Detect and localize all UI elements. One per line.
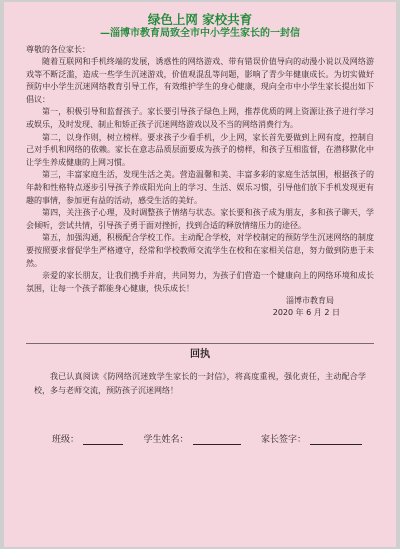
paragraph-fifth: 第五，加强沟通，积极配合学校工作。主动配合学校，对学校制定的预防学生沉迷网络的制度要按照要求督促学生严格遵守，经常和学校教师交流学生在校和在家相关信息，努力做到防患于未然。: [26, 233, 374, 268]
signature: 淄博市教育局: [286, 296, 334, 306]
paragraph-intro: 随着互联网和手机终端的发展，诱惑性的网络游戏、带有错误价值导向的动漫小说以及网络游戏等不断泛滥，造成一些学生沉迷游戏，价值观混乱等问题，影响了青少年健康成长。为切实做好预防中小学生沉迷网络教育引导工作，有效维护学生的身心健康，现向全市中小学生家长提出如下倡议：: [26, 57, 374, 104]
class-label: 班级：: [52, 435, 80, 446]
letter-date: 2020 年 6 月 2 日: [272, 308, 340, 318]
student-name-field: [143, 432, 240, 445]
paragraph-third: 第三，丰富家庭生活，发现生活之美。营造温馨和美、丰富多彩的家庭生活氛围，根据孩子的年龄和性格特点逐步引导孩子养成阳光向上的学习、生活、娱乐习惯，引导他们放下手机发现更有趣的事情，参加更有益的活动，感受生活的美好。: [26, 170, 374, 205]
student-name-label: 学生姓名：: [143, 435, 189, 446]
paragraph-second: 第二，以身作则，树立榜样。要求孩子少看手机，少上网，家长首先要做到上网有度，控制自己对手机和网络的依赖。家长在意志品质层面要成为孩子的榜样，和孩子互相监督，在潜移默化中让学生养成健康的上网习惯。: [26, 132, 374, 167]
letter-sheet: [4, 2, 396, 547]
letter-subtitle: —淄博市教育局致全市中小学生家长的一封信: [100, 28, 300, 39]
paragraph-first: 第一，积极引导和监督孩子。家长要引导孩子绿色上网，推荐优质的网上资源让孩子进行学习或娱乐，及时发现、制止和矫正孩子沉迷网络游戏以及不当的网络消费行为。: [26, 107, 374, 129]
class-input-line[interactable]: [83, 434, 123, 445]
paragraph-closing: 亲爱的家长朋友，让我们携手并肩，共同努力，为孩子们营造一个健康向上的网络环境和成长氛围，让每一个孩子都能身心健康，快乐成长！: [26, 271, 374, 293]
parent-signature-field: [261, 432, 362, 445]
salutation: 尊敬的各位家长：: [26, 45, 90, 54]
receipt-fields: [52, 432, 362, 445]
letter-title: 绿色上网 家校共育: [147, 12, 253, 27]
parent-signature-label: 家长签字：: [260, 435, 306, 446]
parent-signature-input-line[interactable]: [310, 434, 362, 445]
receipt-divider: [26, 343, 374, 344]
receipt-title: 回执: [190, 349, 210, 361]
class-field: [52, 432, 123, 445]
paragraph-fourth: 第四，关注孩子心理，及时调整孩子情绪与状态。家长要和孩子成为朋友，多和孩子聊天，学会倾听，尝试共情，引导孩子勇于面对挫折，找到合适的释放情绪压力的途径。: [26, 208, 374, 230]
receipt-body: 我已认真阅读《防网络沉迷致学生家长的一封信》，将高度重视，强化责任，主动配合学校，多与老师交流，预防孩子沉迷网络！: [34, 372, 366, 396]
student-name-input-line[interactable]: [193, 434, 241, 445]
